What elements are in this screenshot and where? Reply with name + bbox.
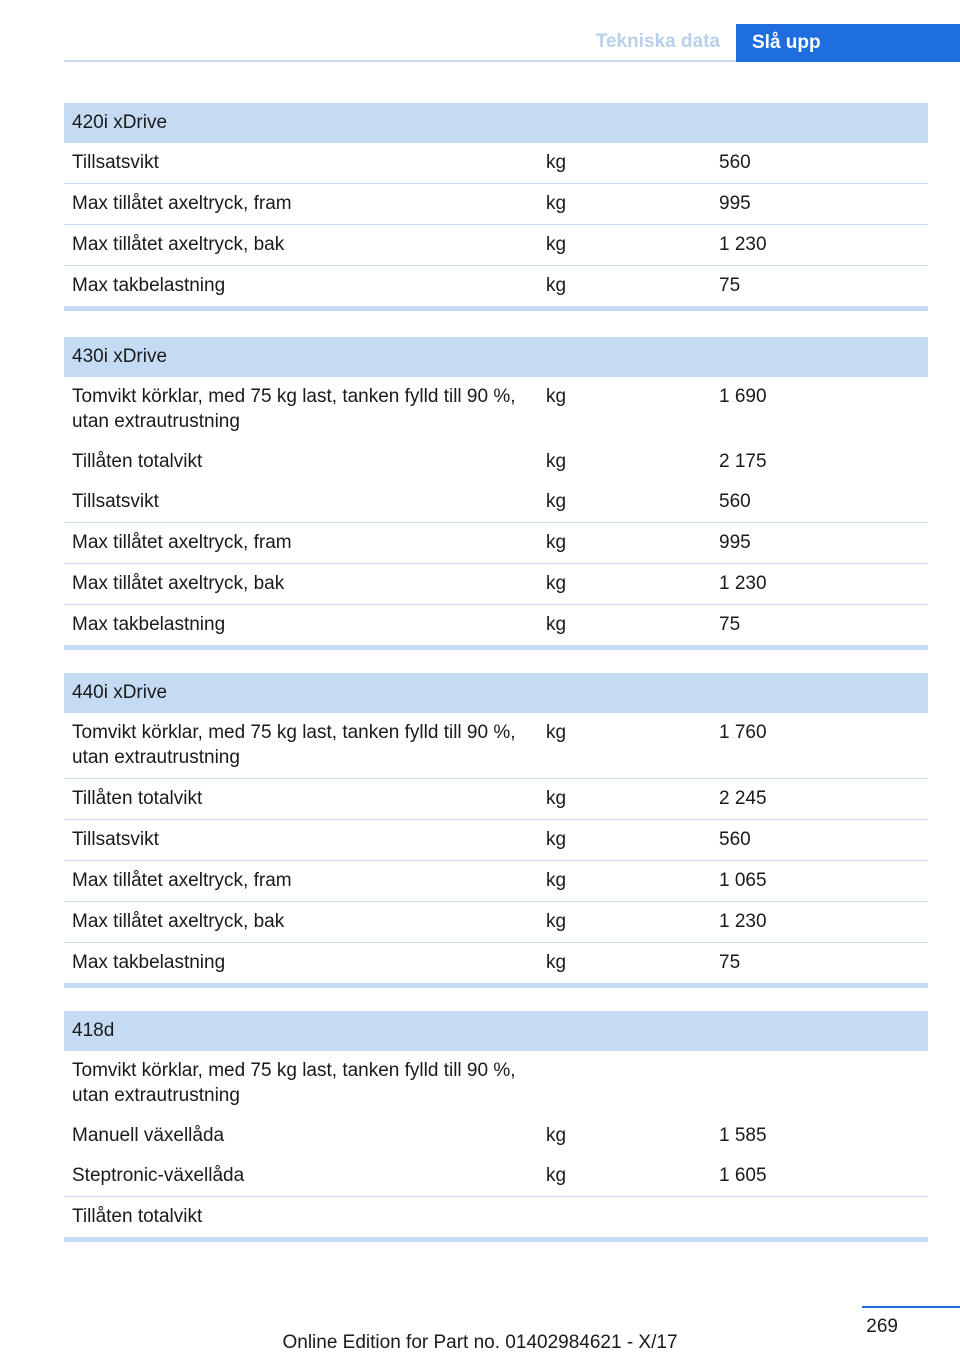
table-title: 418d: [64, 1011, 928, 1051]
row-unit: kg: [546, 870, 567, 891]
row-unit: kg: [546, 614, 567, 635]
row-unit: kg: [546, 829, 567, 850]
table-title: 430i xDrive: [64, 337, 928, 377]
row-value: 1 605: [719, 1165, 767, 1186]
row-value: [711, 1051, 928, 1116]
row-label: Tillsatsvikt: [72, 829, 159, 850]
row-label: Tillåten totalvikt: [72, 788, 203, 809]
footer-edition: Online Edition for Part no. 01402984621 - X/17: [282, 1332, 678, 1353]
row-unit: [538, 1197, 711, 1237]
row-label: Max tillåtet axeltryck, bak: [72, 234, 285, 255]
row-label: Max tillåtet axeltryck, fram: [72, 193, 292, 214]
row-label: Steptronic-växellåda: [72, 1165, 245, 1186]
row-value: 1 065: [719, 870, 767, 891]
table-row: [64, 1116, 928, 1156]
row-unit: kg: [546, 1165, 567, 1186]
row-label: Max takbelastning: [72, 275, 226, 296]
row-value: 1 760: [719, 722, 767, 743]
row-value: 995: [719, 532, 751, 553]
table-row: [64, 861, 928, 902]
row-value: 75: [719, 275, 741, 296]
table-end-rule: [64, 983, 928, 988]
table-row: [64, 143, 928, 184]
row-label: Max tillåtet axeltryck, fram: [72, 532, 292, 553]
row-unit: kg: [546, 234, 567, 255]
row-label: Tomvikt körklar, med 75 kg last, tanken fylld till 90 %, utan extrautrustning: [72, 1060, 516, 1106]
row-value: 560: [719, 491, 751, 512]
table-row: [64, 1156, 928, 1197]
row-label: Max takbelastning: [72, 614, 226, 635]
row-value: 1 230: [719, 911, 767, 932]
row-label: Tomvikt körklar, med 75 kg last, tanken fylld till 90 %, utan extrautrustning: [72, 386, 516, 432]
table-row: [64, 482, 928, 523]
row-label: Max tillåtet axeltryck, bak: [72, 911, 285, 932]
row-value: 560: [719, 152, 751, 173]
row-unit: kg: [546, 386, 567, 407]
table-row: [64, 564, 928, 605]
table-row: [64, 225, 928, 266]
row-unit: kg: [546, 152, 567, 173]
table-row: [64, 902, 928, 943]
row-value: 75: [719, 614, 741, 635]
row-value: 1 690: [719, 386, 767, 407]
row-unit: kg: [546, 1125, 567, 1146]
spec-table-430i: [64, 337, 928, 650]
row-value: 560: [719, 829, 751, 850]
spec-table-418d: [64, 1011, 928, 1242]
row-label: Manuell växellåda: [72, 1125, 225, 1146]
row-value: 2 245: [719, 788, 767, 809]
table-row: [64, 605, 928, 645]
row-value: 1 230: [719, 573, 767, 594]
row-unit: kg: [546, 275, 567, 296]
row-label: Max takbelastning: [72, 952, 226, 973]
row-unit: kg: [546, 911, 567, 932]
table-row: [64, 442, 928, 482]
table-title: 420i xDrive: [64, 103, 928, 143]
table-row: [64, 523, 928, 564]
row-label: Tillåten totalvikt: [72, 451, 203, 472]
row-value: [711, 1197, 928, 1237]
row-value: 1 230: [719, 234, 767, 255]
spec-table-440i: [64, 673, 928, 988]
row-unit: kg: [546, 491, 567, 512]
row-value: 995: [719, 193, 751, 214]
row-unit: kg: [546, 532, 567, 553]
row-unit: kg: [546, 193, 567, 214]
table-title: 440i xDrive: [64, 673, 928, 713]
row-unit: [538, 1051, 711, 1116]
table-row: [64, 943, 928, 983]
row-unit: kg: [546, 451, 567, 472]
row-unit: kg: [546, 952, 567, 973]
spec-table-420i: [64, 103, 928, 311]
row-label: Max tillåtet axeltryck, bak: [72, 573, 285, 594]
table-row: [64, 1197, 928, 1237]
row-unit: kg: [546, 722, 567, 743]
page-number-rule: [862, 1306, 960, 1308]
active-tab[interactable]: Slå upp: [736, 24, 960, 62]
table-row: [64, 820, 928, 861]
table-row: [64, 184, 928, 225]
table-row: [64, 377, 928, 442]
row-label: Tillsatsvikt: [72, 491, 159, 512]
row-label: Tillåten totalvikt: [72, 1206, 203, 1227]
row-label: Max tillåtet axeltryck, fram: [72, 870, 292, 891]
table-row: [64, 713, 928, 779]
table-end-rule: [64, 306, 928, 311]
row-unit: kg: [546, 788, 567, 809]
table-row: [64, 779, 928, 820]
row-value: 2 175: [719, 451, 767, 472]
row-value: 75: [719, 952, 741, 973]
table-end-rule: [64, 645, 928, 650]
table-end-rule: [64, 1237, 928, 1242]
row-value: 1 585: [719, 1125, 767, 1146]
row-label: Tillsatsvikt: [72, 152, 159, 173]
row-label: Tomvikt körklar, med 75 kg last, tanken fylld till 90 %, utan extrautrustning: [72, 722, 516, 768]
section-tab[interactable]: Tekniska data: [595, 31, 720, 52]
row-unit: kg: [546, 573, 567, 594]
page-number: 269: [866, 1316, 898, 1337]
table-row: [64, 1051, 928, 1116]
table-row: [64, 266, 928, 306]
